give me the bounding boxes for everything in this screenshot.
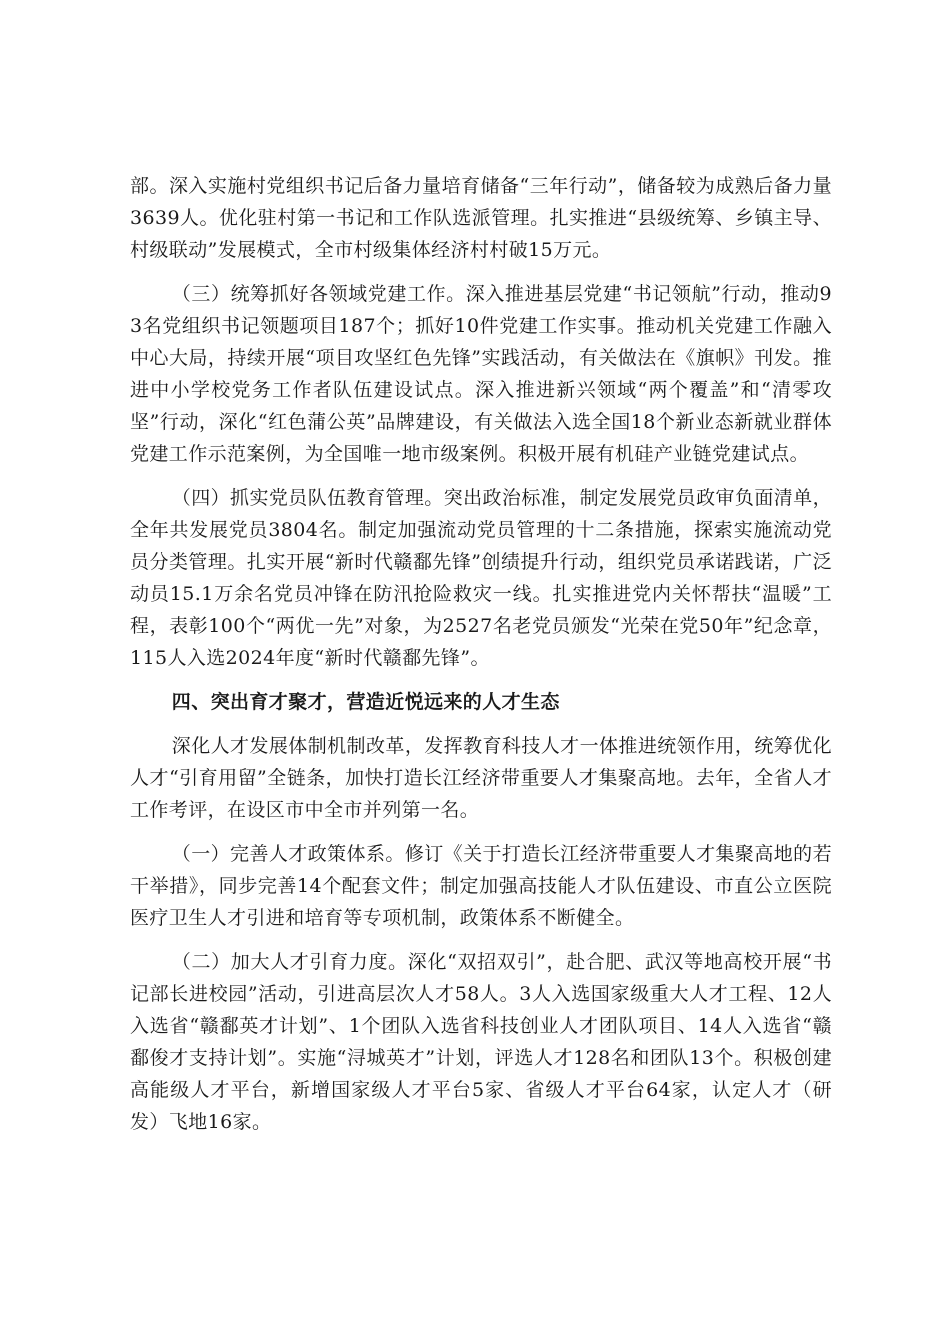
paragraph-talent-policy: （一）完善人才政策体系。修订《关于打造长江经济带重要人才集聚高地的若干举措》，同步完善14个配套文件；制定加强高技能人才队伍建设、市直公立医院医疗卫生人才引进和培育等专项机制，政策体系不断健全。 xyxy=(130,843,832,929)
paragraph-talent-recruitment: （二）加大人才引育力度。深化“双招双引”，赴合肥、武汉等地高校开展“书记部长进校园”活动，引进高层次人才58人。3人入选国家级重大人才工程、12人入选省“赣鄱英才计划”、1个团队入选省科技创业人才团队项目、14人入选省“赣鄱俊才支持计划”。实施“浔城英才”计划，评选人才128名和团队13个。积极创建高能级人才平台，新增国家级人才平台5家、省级人才平台64家，认定人才（研发）飞地16家。 xyxy=(130,951,832,1133)
section-heading-talent: 四、突出育才聚才，营造近悦远来的人才生态 xyxy=(171,691,560,713)
paragraph-party-member-management: （四）抓实党员队伍教育管理。突出政治标准，制定发展党员政审负面清单，全年共发展党员3804名。制定加强流动党员管理的十二条措施，探索实施流动党员分类管理。扎实开展“新时代赣鄱先锋”创绩提升行动，组织党员承诺践诺，广泛动员15.1万余名党员冲锋在防汛抢险救灾一线。扎实推进党内关怀帮扶“温暖”工程，表彰100个“两优一先”对象，为2527名老党员颁发“光荣在党50年”纪念章，115人入选2024年度“新时代赣鄱先锋”。 xyxy=(130,487,832,669)
paragraph-village-party-reserve: 部。深入实施村党组织书记后备力量培育储备“三年行动”，储备较为成熟后备力量3639人。优化驻村第一书记和工作队选派管理。扎实推进“县级统筹、乡镇主导、村级联动”发展模式，全市村级集体经济村村破15万元。 xyxy=(130,175,832,261)
paragraph-talent-reform: 深化人才发展体制机制改革，发挥教育科技人才一体推进统领作用，统筹优化人才“引育用留”全链条，加快打造长江经济带重要人才集聚高地。去年，全省人才工作考评，在设区市中全市并列第一名。 xyxy=(130,735,832,821)
paragraph-party-building-fields: （三）统筹抓好各领域党建工作。深入推进基层党建“书记领航”行动，推动93名党组织书记领题项目187个；抓好10件党建工作实事。推动机关党建工作融入中心大局，持续开展“项目攻坚红色先锋”实践活动，有关做法在《旗帜》刊发。推进中小学校党务工作者队伍建设试点。深入推进新兴领域“两个覆盖”和“清零攻坚”行动，深化“红色蒲公英”品牌建设，有关做法入选全国18个新业态新就业群体党建工作示范案例，为全国唯一地市级案例。积极开展有机硅产业链党建试点。 xyxy=(130,283,832,465)
